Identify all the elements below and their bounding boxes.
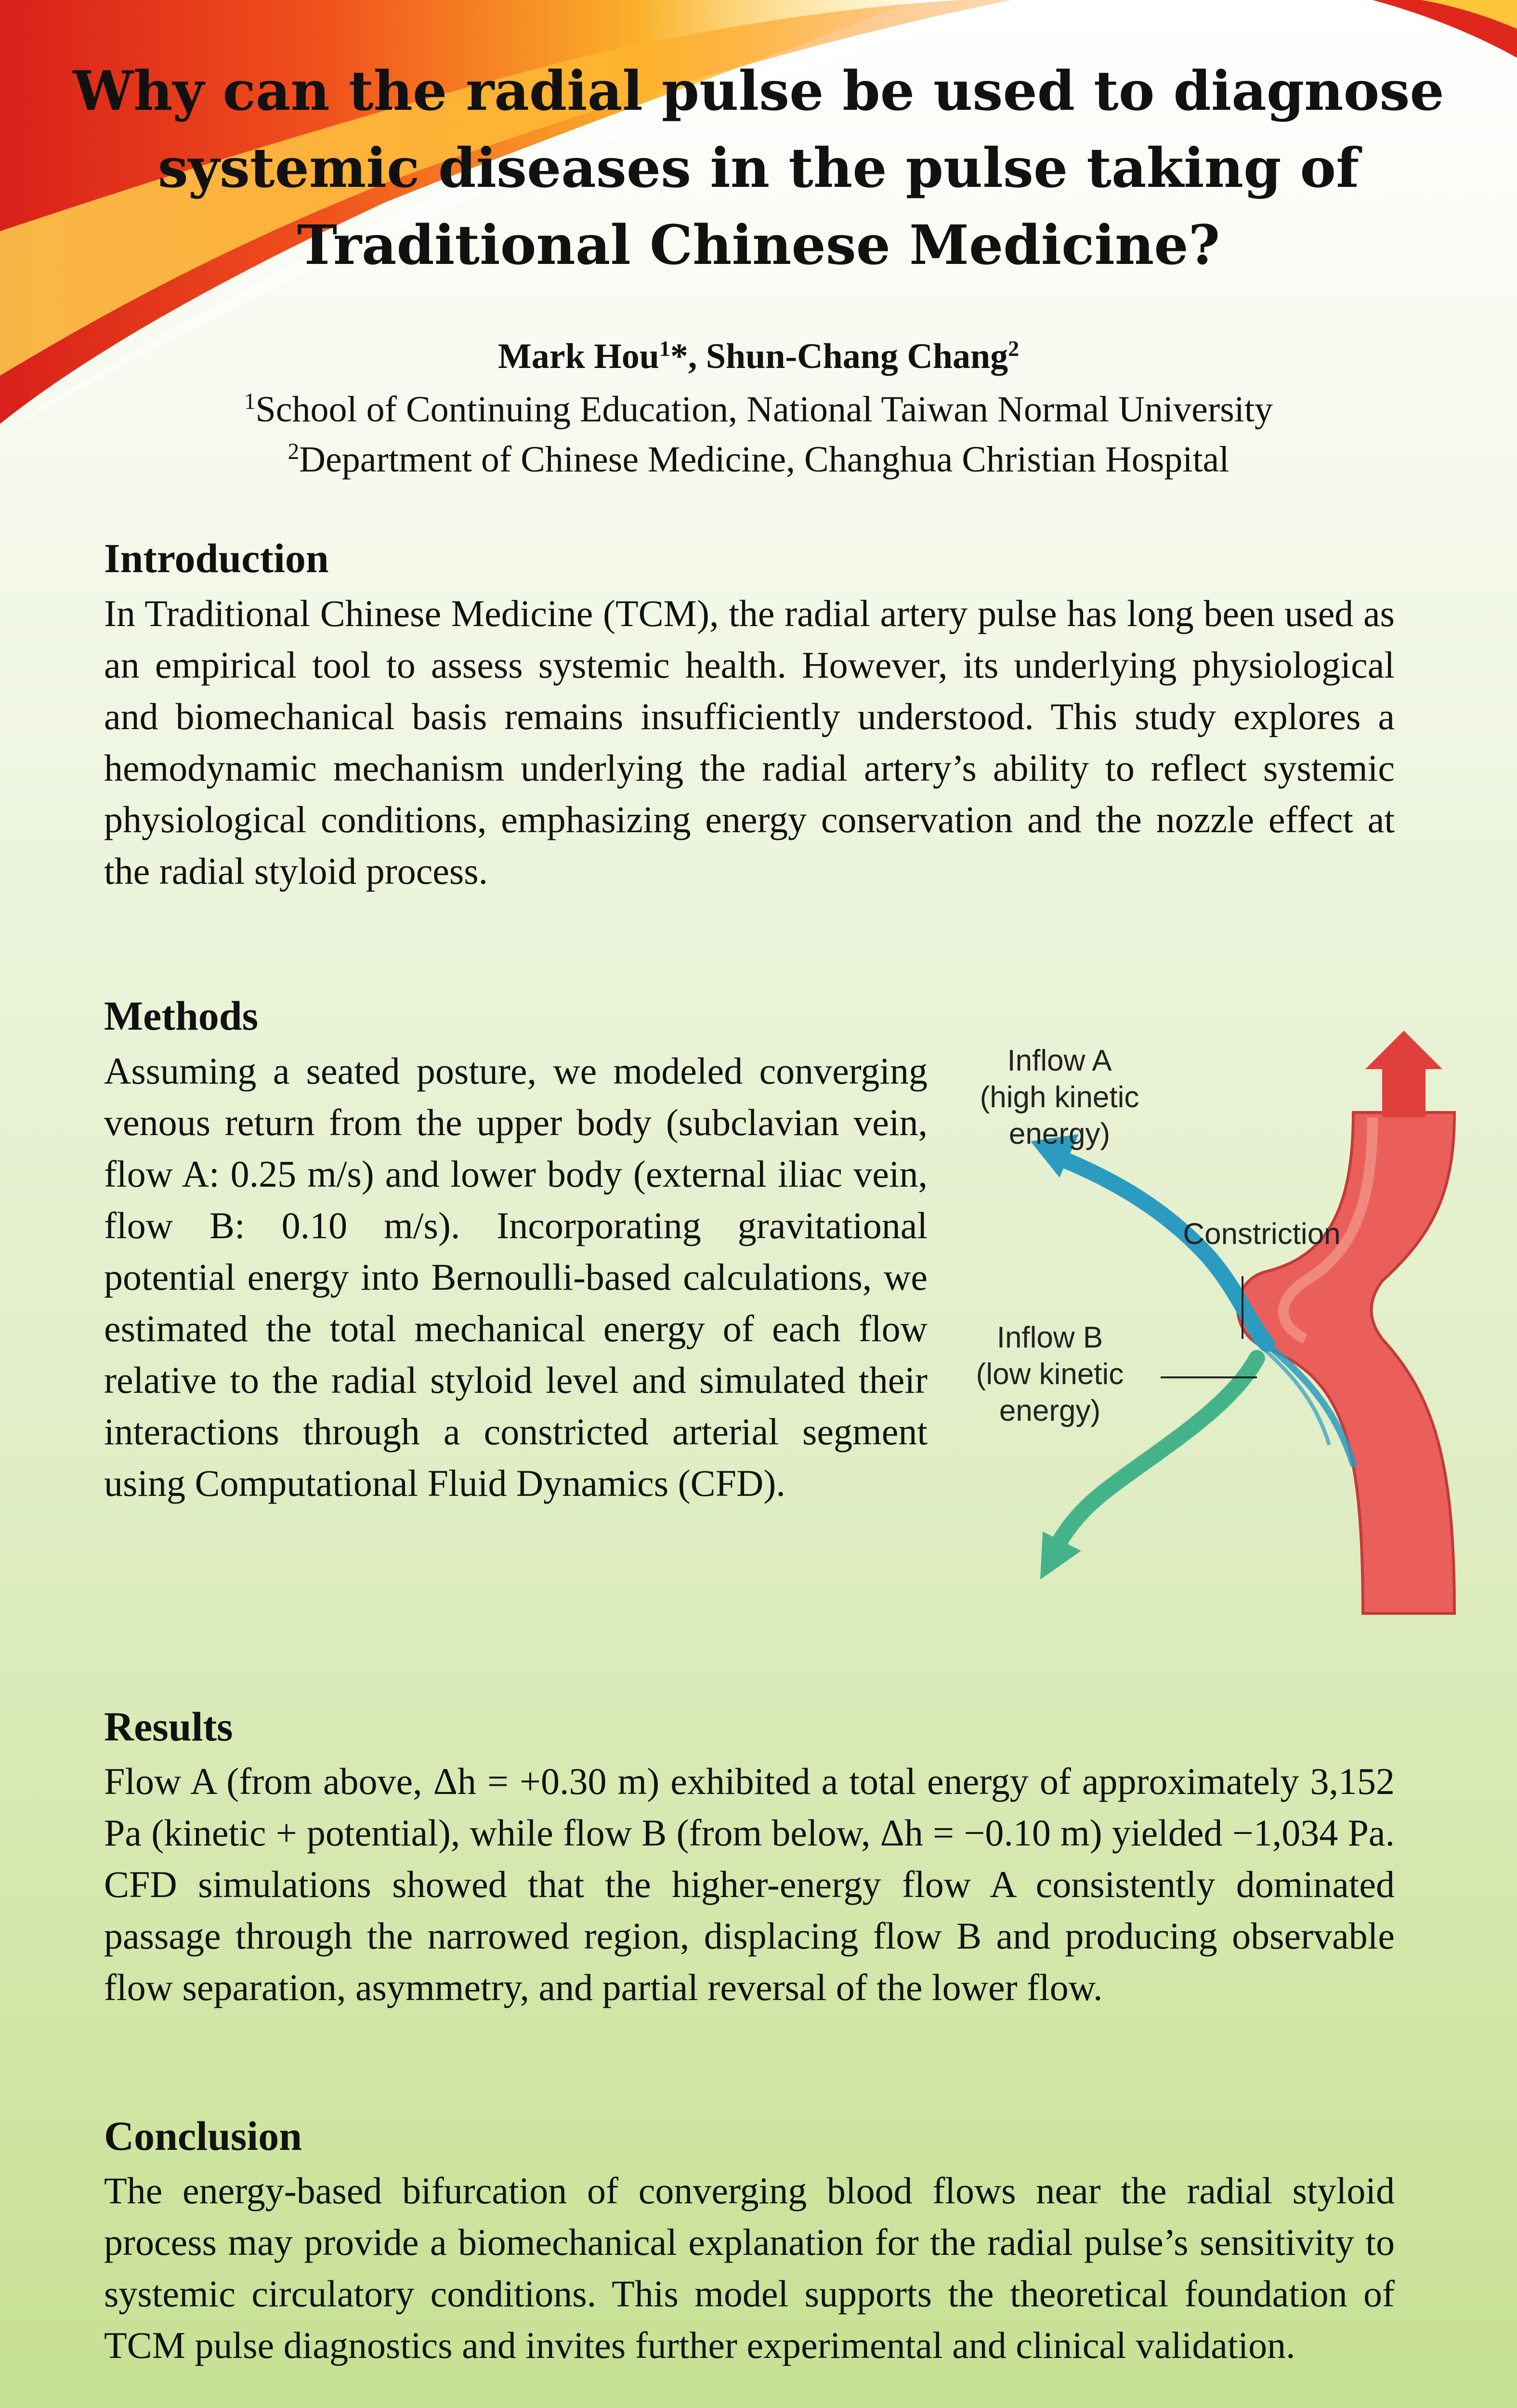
affiliation-1: [0, 384, 1517, 434]
introduction-body: In Traditional Chinese Medicine (TCM), the radial artery pulse has long been used as an empirical tool to assess systemic health. However, its underlying physiological and biomechanical basis remains insufficiently understood. This study explores a hemodynamic mechanism underlying the radial artery’s ability to reflect systemic physiological conditions, emphasizing energy conservation and the nozzle effect at the radial styloid process.: [104, 592, 1395, 892]
affiliation-text: Department of Chinese Medicine, Changhua Christian Hospital: [299, 439, 1229, 480]
author-line: [0, 332, 1517, 380]
flow-diagram: [958, 1031, 1469, 1618]
affiliation-2: [0, 434, 1517, 484]
author-name: Mark Hou: [497, 337, 659, 376]
inflow-b-label: Inflow B (low kinetic energy): [976, 1321, 1124, 1427]
methods-body: Assuming a seated posture, we modeled converging venous return from the upper body (subclavian vein, flow A: 0.25 m/s) and lower body (external iliac vein, flow B: 0.10 m/s). Incorporating gravitational potential energy into Bernoulli-based calculations, we estimated the total mechanical energy of each flow relative to the radial styloid level and simulated their interactions through a constricted arterial segment using Computational Fluid Dynamics (CFD).: [104, 1050, 928, 1504]
corresponding-mark: *: [670, 337, 688, 376]
conclusion-heading: Conclusion: [104, 2113, 302, 2159]
inflow-a-label: Inflow A (high kinetic energy): [980, 1044, 1139, 1151]
poster-title: Why can the radial pulse be used to diagnose systemic diseases in the pulse taking of Traditional Chinese Medicine?: [73, 60, 1444, 277]
affiliation-mark: 2: [288, 439, 300, 465]
introduction-heading: Introduction: [104, 535, 329, 581]
methods-heading: Methods: [104, 993, 259, 1039]
author-affil-mark: 2: [1008, 336, 1020, 361]
conclusion-body: The energy-based bifurcation of converging blood flows near the radial styloid process may provide a biomechanical explanation for the radial pulse’s sensitivity to systemic circulatory conditions. This model supports the theoretical foundation of TCM pulse diagnostics and invites further experimental and clinical validation.: [104, 2170, 1395, 2366]
author-separator: ,: [688, 337, 706, 376]
results-heading: Results: [104, 1703, 233, 1750]
vessel-shape: [1238, 1112, 1454, 1613]
outflow-up-arrow: [1365, 1031, 1442, 1117]
author-name: Shun-Chang Chang: [706, 337, 1008, 376]
affiliation-mark: 1: [244, 389, 256, 415]
author-affil-mark: 1: [659, 336, 670, 361]
constriction-label: Constriction: [1183, 1217, 1341, 1251]
results-body: Flow A (from above, Δh = +0.30 m) exhibited a total energy of approximately 3,152 Pa (kinetic + potential), while flow B (from below, Δh = −0.10 m) yielded −1,034 Pa. CFD simulations showed that the higher-energy flow A consistently dominated passage through the narrowed region, displacing flow B and producing observable flow separation, asymmetry, and partial reversal of the lower flow.: [104, 1760, 1395, 2008]
affiliation-text: School of Continuing Education, National Taiwan Normal University: [255, 389, 1273, 430]
